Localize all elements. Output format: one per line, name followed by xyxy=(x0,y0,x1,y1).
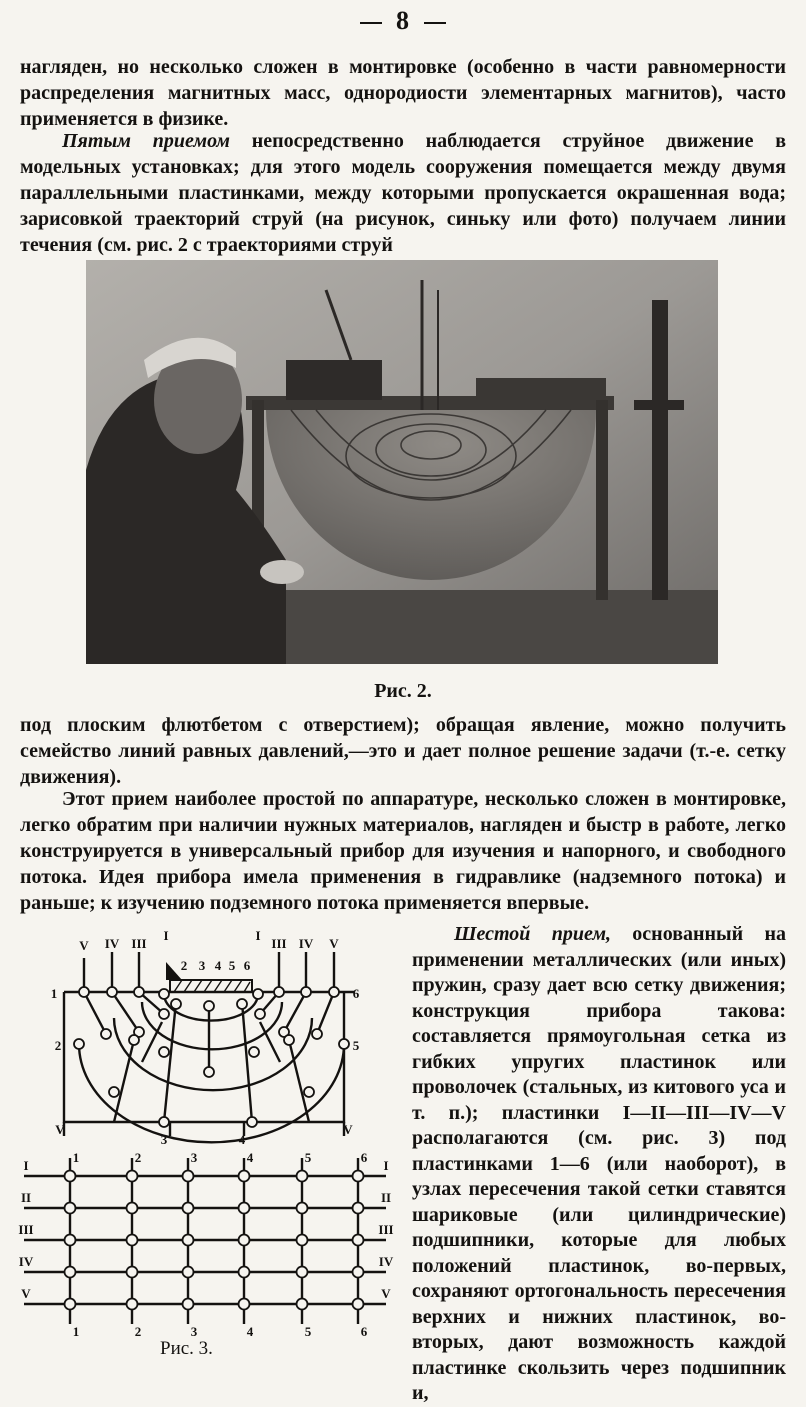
lower-arabic-label-bottom: 1 xyxy=(72,1324,80,1339)
upper-node xyxy=(255,1009,265,1019)
upper-arabic-label: 2 xyxy=(180,958,188,973)
upper-arabic-label: 5 xyxy=(228,958,236,973)
lower-arabic-label-bottom: 6 xyxy=(360,1324,368,1339)
figure-2-illustration xyxy=(86,260,718,664)
upper-node xyxy=(204,1067,214,1077)
upper-roman-label: IV xyxy=(104,936,120,951)
lower-roman-label-left: I xyxy=(23,1158,29,1173)
upper-node xyxy=(339,1039,349,1049)
bearing-node xyxy=(65,1267,76,1278)
bearing-node xyxy=(127,1203,138,1214)
dash-right xyxy=(424,22,446,24)
bearing-node xyxy=(297,1299,308,1310)
figure-3-svg xyxy=(14,922,418,1352)
bearing-node xyxy=(297,1267,308,1278)
upper-box xyxy=(286,360,382,400)
flutbet-block xyxy=(166,962,252,992)
figure-3-caption: Рис. 3. xyxy=(160,1338,213,1359)
upper-arabic-label: 2 xyxy=(54,1038,62,1053)
paragraph-2 xyxy=(20,128,786,258)
upper-roman-label: V xyxy=(343,1122,353,1137)
lower-arabic-label-top: 1 xyxy=(72,1150,80,1165)
page-number-text: 8 xyxy=(396,6,410,35)
paragraph-2-lead: Пятым приемом xyxy=(62,130,231,152)
upper-arabic-label: 4 xyxy=(238,1132,246,1147)
page-number xyxy=(0,6,806,36)
lower-arabic-label-bottom: 5 xyxy=(304,1324,312,1339)
upper-roman-label: V xyxy=(55,1122,65,1137)
upper-node xyxy=(159,1117,169,1127)
upper-roman-label: V xyxy=(329,936,339,951)
lower-roman-label-right: III xyxy=(378,1222,394,1237)
bearing-node xyxy=(239,1267,250,1278)
bearing-node xyxy=(127,1267,138,1278)
bearing-node xyxy=(183,1267,194,1278)
paragraph-1: нагляден, но несколько сложен в монтировке (особенно в части равномерности распределения магнитных масс, однородиости элементарных магнитов), часто применяется в физике. xyxy=(20,56,786,130)
bearing-node xyxy=(239,1171,250,1182)
bearing-node xyxy=(183,1203,194,1214)
person-hand xyxy=(260,560,304,584)
upper-nodes xyxy=(74,987,349,1127)
upper-node xyxy=(101,1029,111,1039)
bearing-node xyxy=(353,1171,364,1182)
lower-roman-label-right: V xyxy=(381,1286,391,1301)
bearing-node xyxy=(65,1299,76,1310)
bearing-node xyxy=(127,1171,138,1182)
upper-node xyxy=(134,987,144,997)
upper-arabic-label: 5 xyxy=(352,1038,360,1053)
paragraph-2-body: непосредственно наблюдается струйное движение в модельных установках; для этого модель сооружения помещается между двумя параллельными пластинками, между которыми пропускается окрашенная вода; зарисовкой траекторий струй (на рисунок, синьку или фото) получаем линии течения (см. рис. 2 с траекториями струй xyxy=(20,130,786,256)
figure-3-diagram xyxy=(14,922,418,1352)
upper-node xyxy=(274,987,284,997)
upper-node xyxy=(159,989,169,999)
upper-arabic-label: 4 xyxy=(214,958,222,973)
lower-roman-label-right: IV xyxy=(378,1254,394,1269)
lower-arabic-label-top: 3 xyxy=(190,1150,198,1165)
frame-right-post xyxy=(596,400,608,600)
upper-node xyxy=(247,1117,257,1127)
right-stand xyxy=(652,300,668,600)
upper-node xyxy=(237,999,247,1009)
bearing-node xyxy=(239,1203,250,1214)
upper-arabic-label: 3 xyxy=(198,958,206,973)
lower-arabic-label-top: 5 xyxy=(304,1150,312,1165)
upper-node xyxy=(159,1047,169,1057)
bearing-node xyxy=(127,1235,138,1246)
bearing-node xyxy=(183,1235,194,1246)
right-box xyxy=(476,378,606,400)
lower-roman-label-left: II xyxy=(20,1190,32,1205)
lower-roman-label-left: IV xyxy=(18,1254,34,1269)
lower-roman-label-left: III xyxy=(18,1222,34,1237)
figure-2-photo xyxy=(86,260,718,664)
bearing-node xyxy=(65,1235,76,1246)
paragraph-3: под плоским флютбетом с отверстием); обращая явление, можно получить семейство линий равных давлений,—это и дает полное решение задачи (т.-е. сетку движения). xyxy=(20,714,786,788)
bearing-node xyxy=(183,1171,194,1182)
figure-2-caption: Рис. 2. xyxy=(374,680,432,702)
bearing-node xyxy=(239,1299,250,1310)
bearing-node xyxy=(353,1267,364,1278)
lower-arabic-label-top: 6 xyxy=(360,1150,368,1165)
upper-node xyxy=(304,1087,314,1097)
upper-roman-label: I xyxy=(163,928,169,943)
bearing-node xyxy=(353,1299,364,1310)
upper-arabic-label: 3 xyxy=(160,1132,168,1147)
paragraph-4: Этот прием наиболее простой по аппаратуре, несколько сложен в монтировке, легко обратим при наличии нужных материалов, нагляден и быстр в работе, легко конструируется в универсальный прибор для изучения и напорного, и свободного потока. Идея прибора имела применения в гидравлике (надземного потока) и раньше; к изучению подземного потока применяется впервые. xyxy=(20,788,786,914)
upper-arabic-label: 6 xyxy=(352,986,360,1001)
upper-node xyxy=(159,1009,169,1019)
stand-clamp xyxy=(634,400,684,410)
bearing-node xyxy=(353,1203,364,1214)
upper-node xyxy=(74,1039,84,1049)
upper-node xyxy=(79,987,89,997)
upper-node xyxy=(312,1029,322,1039)
lower-arabic-label-bottom: 2 xyxy=(134,1324,142,1339)
upper-arabic-label: 6 xyxy=(243,958,251,973)
bearing-node xyxy=(65,1203,76,1214)
lower-roman-label-right: II xyxy=(380,1190,392,1205)
bearing-node xyxy=(239,1235,250,1246)
lower-roman-label-left: V xyxy=(21,1286,31,1301)
bearing-node xyxy=(297,1171,308,1182)
upper-roman-label: V xyxy=(79,938,89,953)
paragraph-5 xyxy=(412,922,786,1407)
lower-grid-lines xyxy=(24,1158,389,1324)
paragraph-5-lead: Шестой прием, xyxy=(454,923,612,945)
lower-arabic-label-bottom: 3 xyxy=(190,1324,198,1339)
upper-node xyxy=(171,999,181,1009)
upper-node xyxy=(109,1087,119,1097)
paragraph-5-body: основанный на применении металлических (или иных) пружин, сразу дает всю сетку движения; конструкция прибора такова: составляется прямоугольная сетка из гибких упругих пластинок или проволочек (стальных, из китового уса и т. п.); пластинки I—II—III—IV—V располагаются (см. рис. 3) под пластинками 1—6 (или наоборот), в узлах пересечения такой сетки ставятся шариковые (или цилиндрические) подшипники, которые для любых положений пластинок, во-первых, сохраняют ортогональность пересечения верхних и нижних пластинок, во-вторых, дают возможность каждой пластинке скользить через подшипник и, xyxy=(412,923,786,1404)
bearing-node xyxy=(183,1299,194,1310)
bearing-node xyxy=(353,1235,364,1246)
lower-arabic-label-bottom: 4 xyxy=(246,1324,254,1339)
upper-node xyxy=(284,1035,294,1045)
upper-node xyxy=(329,987,339,997)
bearing-node xyxy=(65,1171,76,1182)
lower-arabic-label-top: 2 xyxy=(134,1150,142,1165)
bearing-node xyxy=(297,1235,308,1246)
upper-node xyxy=(253,989,263,999)
dash-left xyxy=(360,22,382,24)
upper-roman-label: IV xyxy=(298,936,314,951)
bearing-node xyxy=(297,1203,308,1214)
upper-node xyxy=(249,1047,259,1057)
upper-roman-label: III xyxy=(271,936,287,951)
upper-roman-label: III xyxy=(131,936,147,951)
upper-node xyxy=(204,1001,214,1011)
upper-node xyxy=(129,1035,139,1045)
lower-arabic-label-top: 4 xyxy=(246,1150,254,1165)
upper-roman-label: I xyxy=(255,928,261,943)
upper-arabic-label: 1 xyxy=(50,986,58,1001)
upper-node xyxy=(107,987,117,997)
upper-node xyxy=(301,987,311,997)
lower-roman-label-right: I xyxy=(383,1158,389,1173)
bearing-node xyxy=(127,1299,138,1310)
